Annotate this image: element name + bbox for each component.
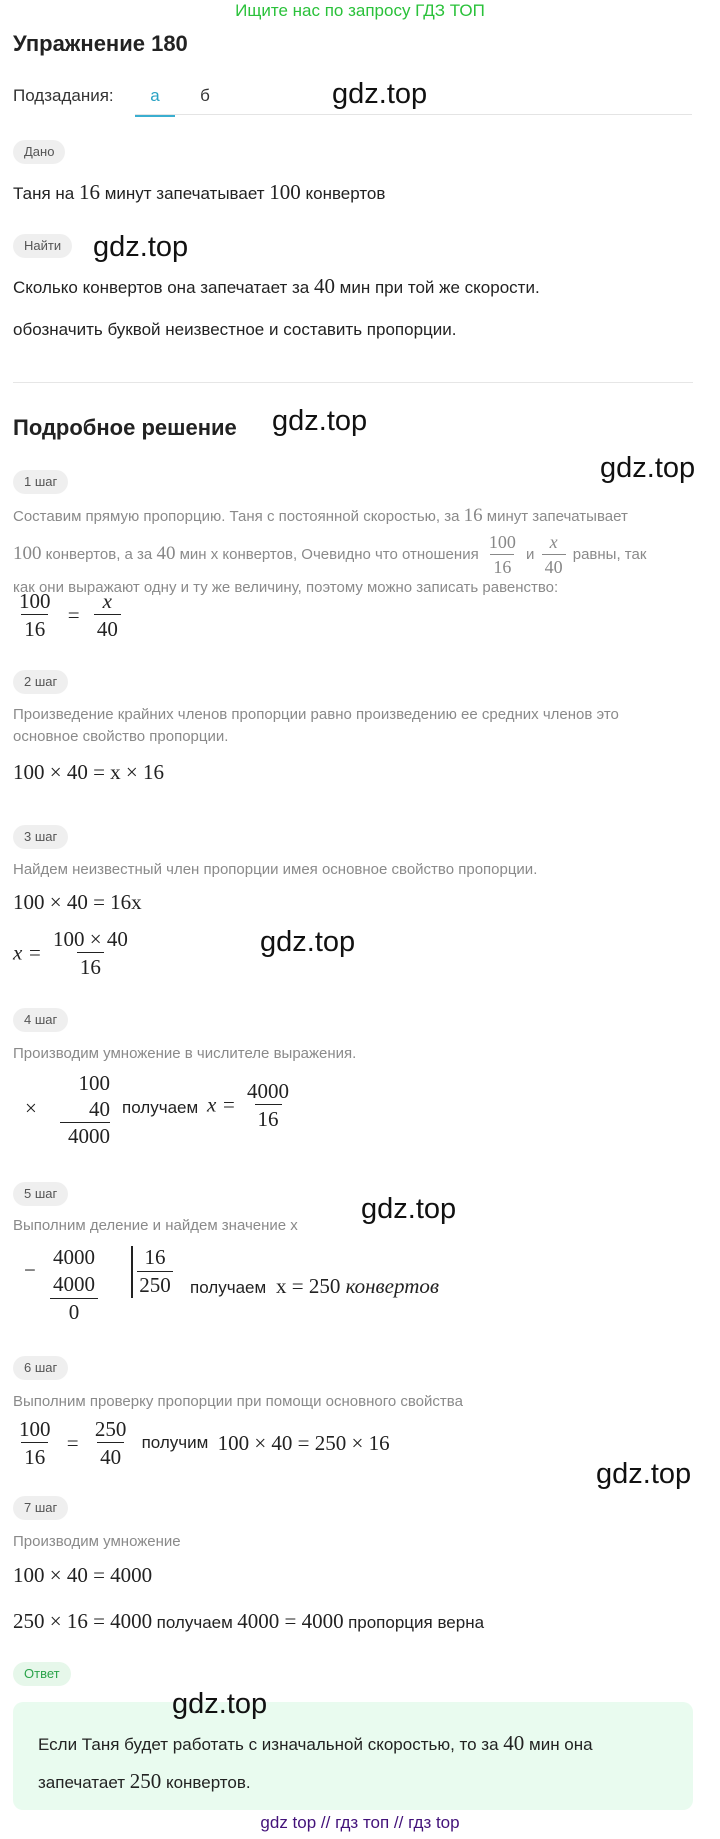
watermark: gdz.top (332, 78, 428, 110)
step-7-ok: пропорция верна (348, 1613, 485, 1632)
long-division-divisor (137, 1244, 173, 1299)
eq-op: = (67, 602, 80, 627)
step-6-left-fraction (16, 1418, 54, 1468)
step-2-equation: 100 × 40 = x × 16 (13, 760, 165, 784)
given-pill: Дано (13, 140, 65, 164)
dividend: 4000 (53, 1245, 95, 1269)
answer-mid: мин она (524, 1735, 593, 1754)
long-division-dividend (50, 1244, 98, 1326)
step-1-t3: как они выражают одну и ту же величину, поэтому можно записать равенство: (13, 578, 559, 596)
mult-operand-1: 100 (78, 1071, 110, 1095)
step-5-getting: получаем (190, 1278, 267, 1297)
step-1-t2n1: 100 (13, 542, 42, 564)
step-1-t2a: конвертов, а за (41, 545, 157, 563)
step-7-getting: получаем (156, 1613, 233, 1632)
step-2-text (13, 704, 619, 748)
step-3-equation-1: 100 × 40 = 16x (13, 890, 142, 914)
long-division-bar (131, 1246, 133, 1298)
step-6-op: = (66, 1430, 79, 1455)
solution-title: Подробное решение (13, 415, 237, 440)
answer-post: конвертов. (161, 1773, 251, 1792)
mult-sign: × (25, 1096, 37, 1120)
footer-links[interactable]: gdz top // гдз топ // гдз top (260, 1813, 460, 1832)
tab-a[interactable]: а (135, 79, 175, 117)
given-mid: минут запечатывает (99, 184, 270, 203)
step-7-eq2: 250 × 16 = 4000 (13, 1609, 153, 1633)
watermark: gdz.top (600, 452, 696, 484)
watermark: gdz.top (361, 1193, 457, 1225)
step-6-right-fraction (92, 1418, 130, 1468)
given-text (13, 180, 385, 205)
eq-right-fraction (94, 590, 121, 640)
watermark: gdz.top (596, 1458, 692, 1490)
find-pre: Сколько конвертов она запечатает за (13, 278, 314, 297)
subtrahend: 4000 (50, 1271, 98, 1299)
watermark: gdz.top (272, 405, 368, 437)
given-post: конвертов (300, 184, 386, 203)
step-2-pill: 2 шаг (13, 670, 68, 694)
ratio-2-den: 40 (542, 554, 566, 577)
step-6-lnum: 100 (19, 1417, 51, 1441)
step-7-equation-2 (13, 1609, 484, 1634)
quotient: 250 (139, 1273, 171, 1297)
answer-envelopes: 250 (129, 1769, 162, 1793)
step-3-den: 16 (77, 952, 104, 978)
watermark: gdz.top (172, 1688, 268, 1720)
ratio-1-num: 100 (488, 532, 516, 552)
step-6-lden: 16 (21, 1442, 48, 1468)
remainder: 0 (68, 1300, 80, 1324)
ratio-1-den: 16 (490, 554, 514, 577)
promo-banner[interactable]: Ищите нас по запросу ГДЗ ТОП (235, 1, 485, 20)
step-6-got: получим (141, 1433, 209, 1453)
find-instruction: обозначить буквой неизвестное и составить пропорции. (13, 320, 457, 339)
tab-b[interactable]: б (200, 86, 210, 105)
column-multiplication (60, 1070, 110, 1149)
step-4-num: 4000 (247, 1079, 289, 1103)
tabs-underline (135, 114, 692, 115)
find-minutes: 40 (313, 274, 335, 298)
step-3-fraction (50, 928, 131, 978)
answer-pre2: запечатает (38, 1773, 130, 1792)
step-5-res: x = 250 (276, 1274, 341, 1298)
section-divider (13, 382, 693, 383)
ratio-2-num: x (549, 532, 558, 552)
step-6-text: Выполним проверку пропорции при помощи основного свойства (13, 1393, 463, 1410)
divisor: 16 (137, 1244, 173, 1272)
step-4-pill: 4 шаг (13, 1008, 68, 1032)
step-1-t1n: 16 (463, 505, 483, 526)
step-4-den: 16 (255, 1104, 282, 1130)
find-question (13, 274, 540, 299)
eq-left-fraction (16, 590, 54, 640)
step-2-t1: Произведение крайних членов пропорции равно произведению ее средних членов это (13, 706, 619, 723)
answer-text (38, 1725, 678, 1801)
step-4-lhs: x = (207, 1092, 236, 1117)
step-5-result (276, 1274, 439, 1299)
minus-sign: − (24, 1258, 36, 1282)
watermark: gdz.top (93, 231, 189, 263)
subtasks-label: Подзадания: (13, 86, 114, 105)
step-5-pill: 5 шаг (13, 1182, 68, 1206)
step-6-rnum: 250 (94, 1417, 127, 1441)
given-envelopes: 100 (269, 180, 301, 204)
step-1-t2n2: 40 (156, 542, 176, 564)
step-1-text (13, 502, 703, 599)
eq-left-den: 16 (21, 614, 48, 640)
given-minutes: 16 (78, 180, 100, 204)
step-3-equation-2 (13, 928, 134, 978)
answer-minutes: 40 (503, 1731, 525, 1755)
eq-right-den: 40 (94, 614, 121, 640)
find-pill: Найти (13, 234, 72, 258)
step-3-num: 100 × 40 (53, 927, 128, 951)
ratio-x-40 (542, 533, 566, 577)
step-1-t1b: минут запечатывает (482, 508, 628, 525)
step-6-rden: 40 (97, 1442, 124, 1468)
step-7-text: Производим умножение (13, 1533, 181, 1550)
step-3-lhs: x = (13, 940, 42, 965)
step-4-result (207, 1080, 295, 1130)
step-4-text: Производим умножение в числителе выражения. (13, 1045, 357, 1062)
step-1-and: и (521, 545, 539, 563)
watermark: gdz.top (260, 926, 356, 958)
step-4-fraction (244, 1080, 292, 1130)
mult-operand-2: 40 (60, 1096, 110, 1123)
answer-pre: Если Таня будет работать с изначальной скоростью, то за (38, 1735, 504, 1754)
step-1-t2b: мин x конвертов, Очевидно что отношения (175, 545, 483, 563)
eq-right-num: x (102, 589, 112, 613)
step-4-getting: получаем (122, 1098, 199, 1117)
given-pre: Таня на (13, 184, 79, 203)
eq-left-num: 100 (19, 589, 51, 613)
step-2-t2: основное свойство пропорции. (13, 728, 229, 745)
step-7-eq3: 4000 = 4000 (237, 1609, 344, 1633)
step-5-unit: конвертов (345, 1274, 439, 1298)
step-1-t1a: Составим прямую пропорцию. Таня с постоянной скоростью, за (13, 508, 464, 525)
step-7-pill: 7 шаг (13, 1496, 68, 1520)
answer-pill: Ответ (13, 1662, 71, 1686)
step-3-text: Найдем неизвестный член пропорции имея основное свойство пропорции. (13, 861, 538, 878)
step-1-equation (13, 590, 124, 640)
step-1-t2c: равны, так (568, 545, 647, 563)
step-6-pill: 6 шаг (13, 1356, 68, 1380)
step-7-equation-1: 100 × 40 = 4000 (13, 1563, 153, 1587)
find-post: мин при той же скорости. (334, 278, 540, 297)
mult-result: 4000 (68, 1124, 110, 1148)
step-6-check: 100 × 40 = 250 × 16 (217, 1430, 390, 1455)
ratio-100-16 (486, 533, 519, 577)
step-5-text: Выполним деление и найдем значение x (13, 1217, 298, 1234)
page-title: Упражнение 180 (13, 31, 188, 56)
step-1-pill: 1 шаг (13, 470, 68, 494)
step-3-pill: 3 шаг (13, 825, 68, 849)
step-6-equation (13, 1418, 390, 1468)
